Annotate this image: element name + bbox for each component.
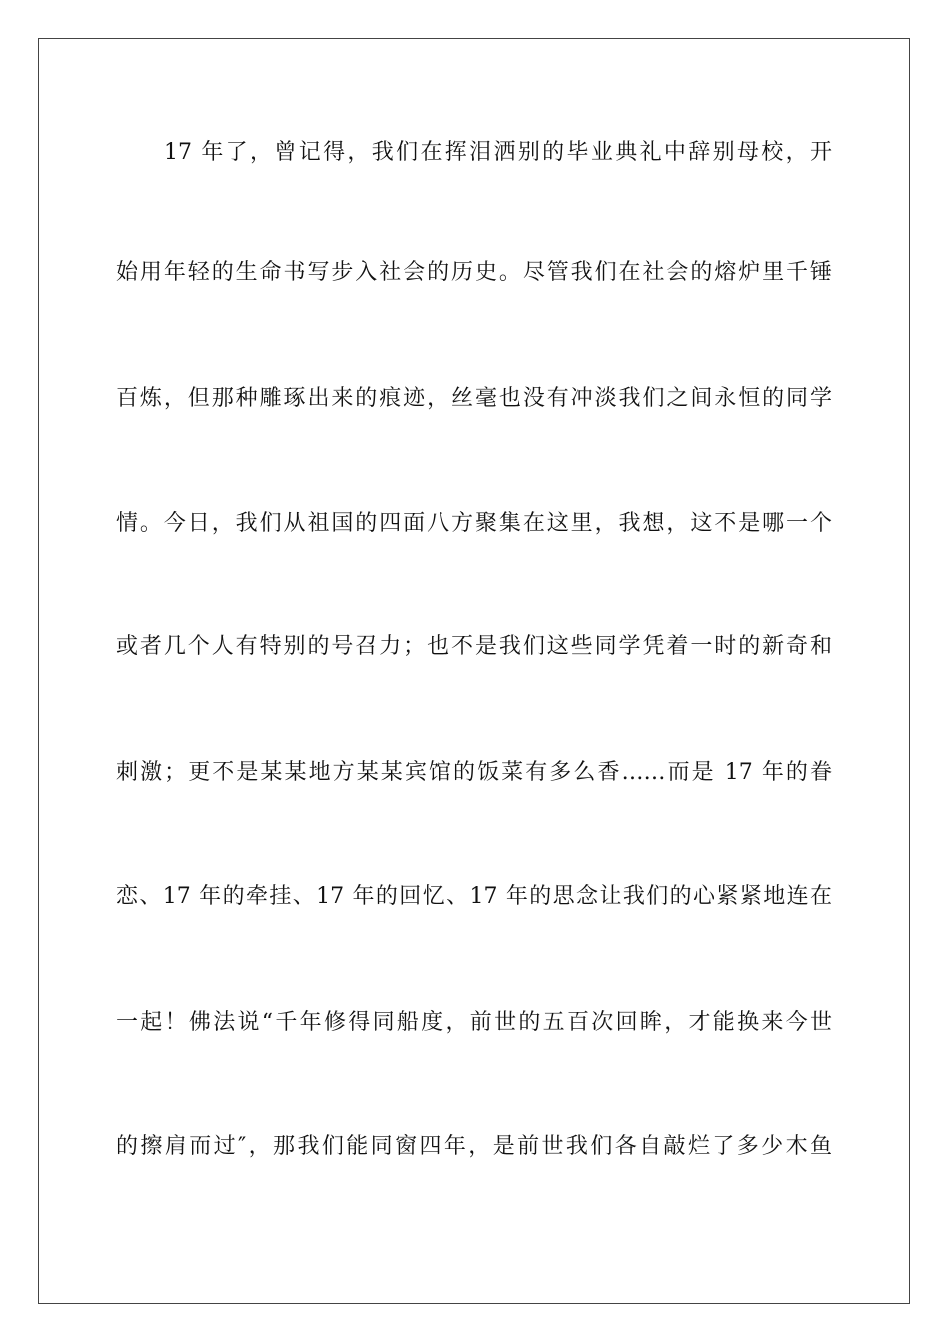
text-line-6: 刺激；更不是某某地方某某宾馆的饭菜有多么香……而是 17 年的眷 [116, 760, 832, 785]
text-line-2: 始用年轻的生命书写步入社会的历史。尽管我们在社会的熔炉里千锤 [116, 260, 832, 285]
text-line-8: 一起！佛法说“千年修得同船度，前世的五百次回眸，才能换来今世 [116, 1010, 832, 1035]
text-line-3: 百炼，但那种雕琢出来的痕迹，丝毫也没有冲淡我们之间永恒的同学 [116, 386, 832, 411]
text-line-4: 情。今日，我们从祖国的四面八方聚集在这里，我想，这不是哪一个 [116, 511, 832, 536]
text-line-7: 恋、17 年的牵挂、17 年的回忆、17 年的思念让我们的心紧紧地连在 [116, 884, 832, 909]
page-border [38, 38, 910, 1304]
text-line-9: 的擦肩而过″，那我们能同窗四年，是前世我们各自敲烂了多少木鱼 [116, 1134, 832, 1159]
text-line-5: 或者几个人有特别的号召力；也不是我们这些同学凭着一时的新奇和 [116, 634, 832, 659]
text-line-1: 17 年了，曾记得，我们在挥泪洒别的毕业典礼中辞别母校，开 [164, 140, 832, 165]
